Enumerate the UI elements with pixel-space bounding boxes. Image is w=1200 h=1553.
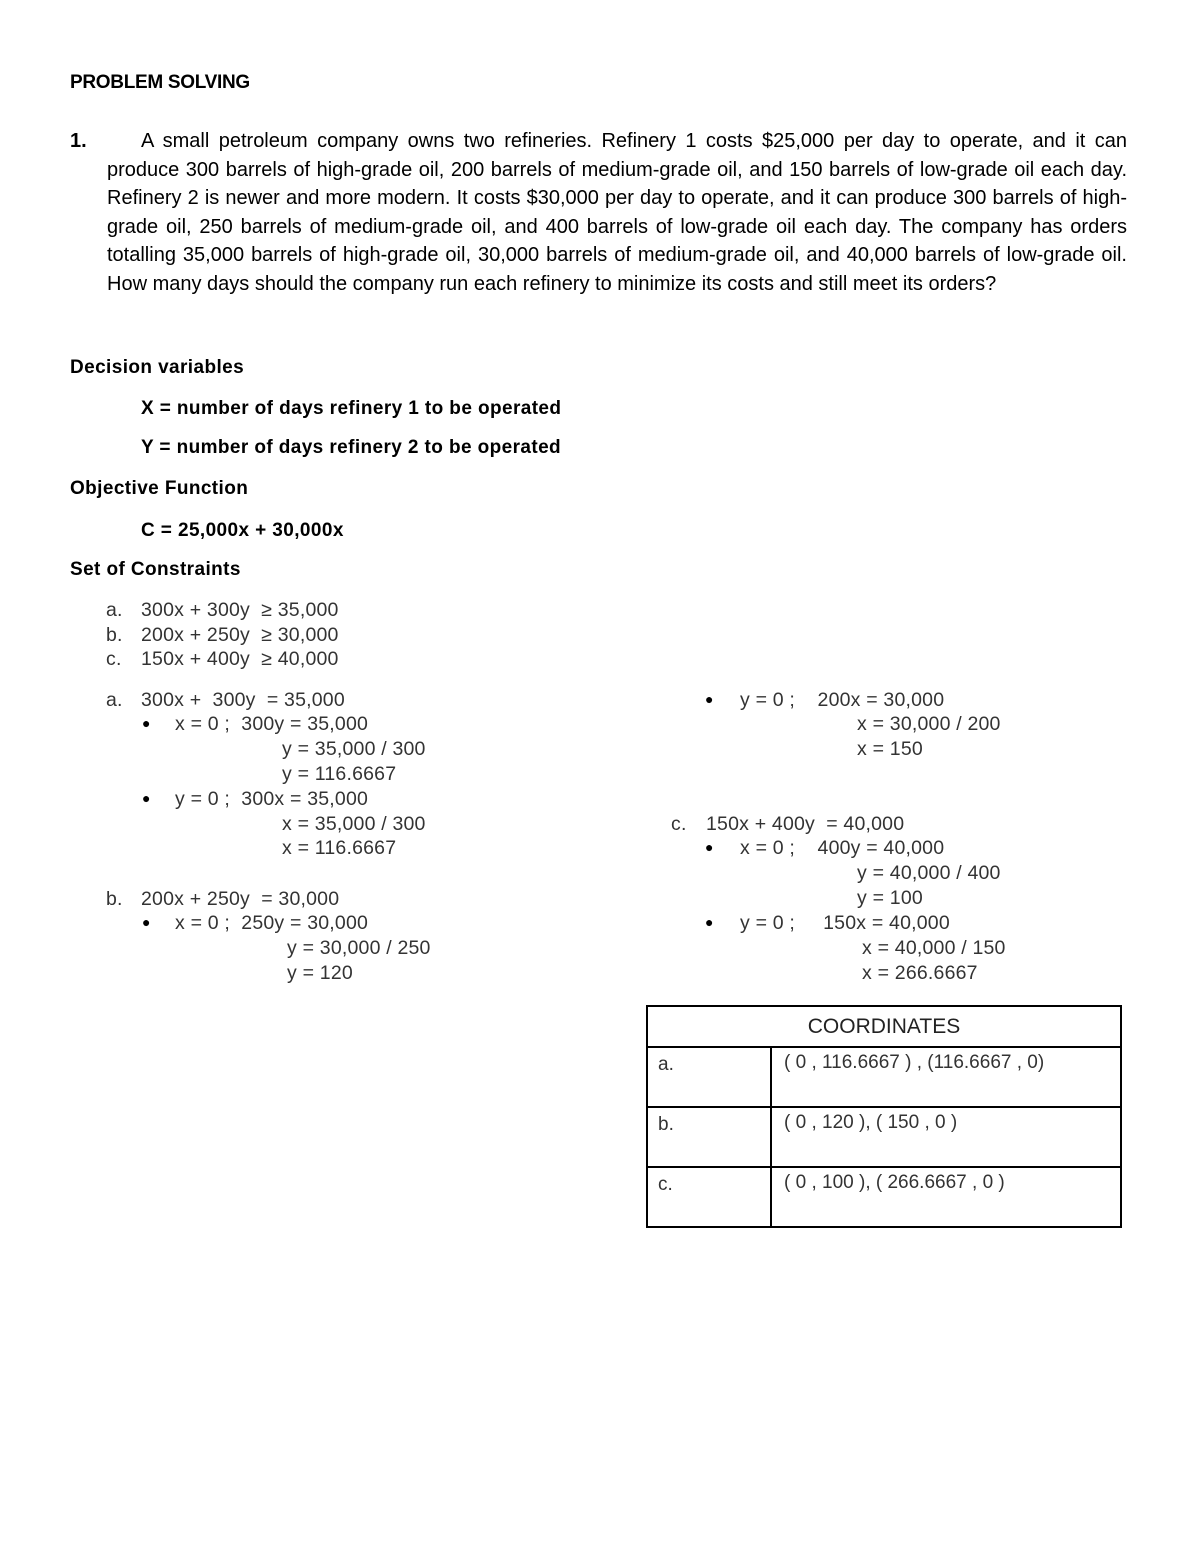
problem-statement: A small petroleum company owns two refineries. Refinery 1 costs $25,000 per day to operate, and it can produce 300 barrels of high-grade oil, 200 barrels of medium-grade oil, and 150 barrels of low-grade oil each day. Refinery 2 is newer and more modern. It costs $30,000 per day to operate, and it can produce 300 barrels of high-grade oil, 250 barrels of medium-grade oil, and 400 barrels of low-grade oil each day. The company has orders totalling 35,000 barrels of high-grade oil, 30,000 barrels of medium-grade oil, and 40,000 barrels of low-grade oil. How many days should the company run each refinery to minimize its costs and still meet its orders? xyxy=(107,130,1127,295)
coordinates-table xyxy=(646,1005,1122,1228)
bullet-icon: ● xyxy=(142,717,151,732)
solution-a-step: y = 35,000 / 300 xyxy=(282,738,426,760)
constraint-item: 200x + 250y ≥ 30,000 xyxy=(141,624,339,646)
solution-a-label: a. xyxy=(106,689,123,711)
row-value: ( 0 , 120 ), ( 150 , 0 ) xyxy=(771,1107,1121,1167)
solution-b-step: y = 0 ; 200x = 30,000 xyxy=(740,689,945,711)
solution-c-step: x = 40,000 / 150 xyxy=(862,937,1006,959)
solution-a-result: y = 116.6667 xyxy=(282,763,397,785)
objective-formula: C = 25,000x + 30,000x xyxy=(141,520,344,541)
constraint-label: c. xyxy=(106,648,122,670)
solution-c-result: x = 266.6667 xyxy=(862,962,978,984)
constraint-label: a. xyxy=(106,599,123,621)
solution-a-step: y = 0 ; 300x = 35,000 xyxy=(175,788,369,810)
decision-variables-heading: Decision variables xyxy=(70,357,245,378)
coordinates-title: COORDINATES xyxy=(647,1006,1121,1047)
bullet-icon: ● xyxy=(705,693,714,708)
table-row xyxy=(647,1107,1121,1167)
table-row xyxy=(647,1047,1121,1107)
problem-number: 1. xyxy=(70,130,87,152)
table-row xyxy=(647,1167,1121,1227)
constraints-heading: Set of Constraints xyxy=(70,559,241,580)
solution-c-result: y = 100 xyxy=(857,887,923,909)
solution-b-equation: 200x + 250y = 30,000 xyxy=(141,888,340,910)
solution-c-equation: 150x + 400y = 40,000 xyxy=(706,813,905,835)
decision-variable-x: X = number of days refinery 1 to be operated xyxy=(141,398,562,419)
constraint-item: 150x + 400y ≥ 40,000 xyxy=(141,648,339,670)
solution-b-step: x = 0 ; 250y = 30,000 xyxy=(175,912,369,934)
constraint-label: b. xyxy=(106,624,123,646)
solution-b-result: y = 120 xyxy=(287,962,353,984)
bullet-icon: ● xyxy=(705,916,714,931)
solution-b-step: x = 30,000 / 200 xyxy=(857,713,1001,735)
solution-b-result: x = 150 xyxy=(857,738,923,760)
page-title: PROBLEM SOLVING xyxy=(70,72,250,93)
row-value: ( 0 , 100 ), ( 266.6667 , 0 ) xyxy=(771,1167,1121,1227)
solution-c-step: x = 0 ; 400y = 40,000 xyxy=(740,837,945,859)
row-label: a. xyxy=(647,1047,771,1107)
solution-a-equation: 300x + 300y = 35,000 xyxy=(141,689,345,711)
solution-a-step: x = 35,000 / 300 xyxy=(282,813,426,835)
row-value: ( 0 , 116.6667 ) , (116.6667 , 0) xyxy=(771,1047,1121,1107)
bullet-icon: ● xyxy=(705,841,714,856)
solution-a-step: x = 0 ; 300y = 35,000 xyxy=(175,713,369,735)
decision-variable-y: Y = number of days refinery 2 to be operated xyxy=(141,437,562,458)
row-label: b. xyxy=(647,1107,771,1167)
solution-c-step: y = 40,000 / 400 xyxy=(857,862,1001,884)
constraint-item: 300x + 300y ≥ 35,000 xyxy=(141,599,339,621)
row-label: c. xyxy=(647,1167,771,1227)
objective-function-heading: Objective Function xyxy=(70,478,249,499)
solution-b-label: b. xyxy=(106,888,123,910)
solution-c-step: y = 0 ; 150x = 40,000 xyxy=(740,912,950,934)
solution-b-step: y = 30,000 / 250 xyxy=(287,937,431,959)
solution-a-result: x = 116.6667 xyxy=(282,837,397,859)
solution-c-label: c. xyxy=(671,813,687,835)
bullet-icon: ● xyxy=(142,916,151,931)
bullet-icon: ● xyxy=(142,792,151,807)
